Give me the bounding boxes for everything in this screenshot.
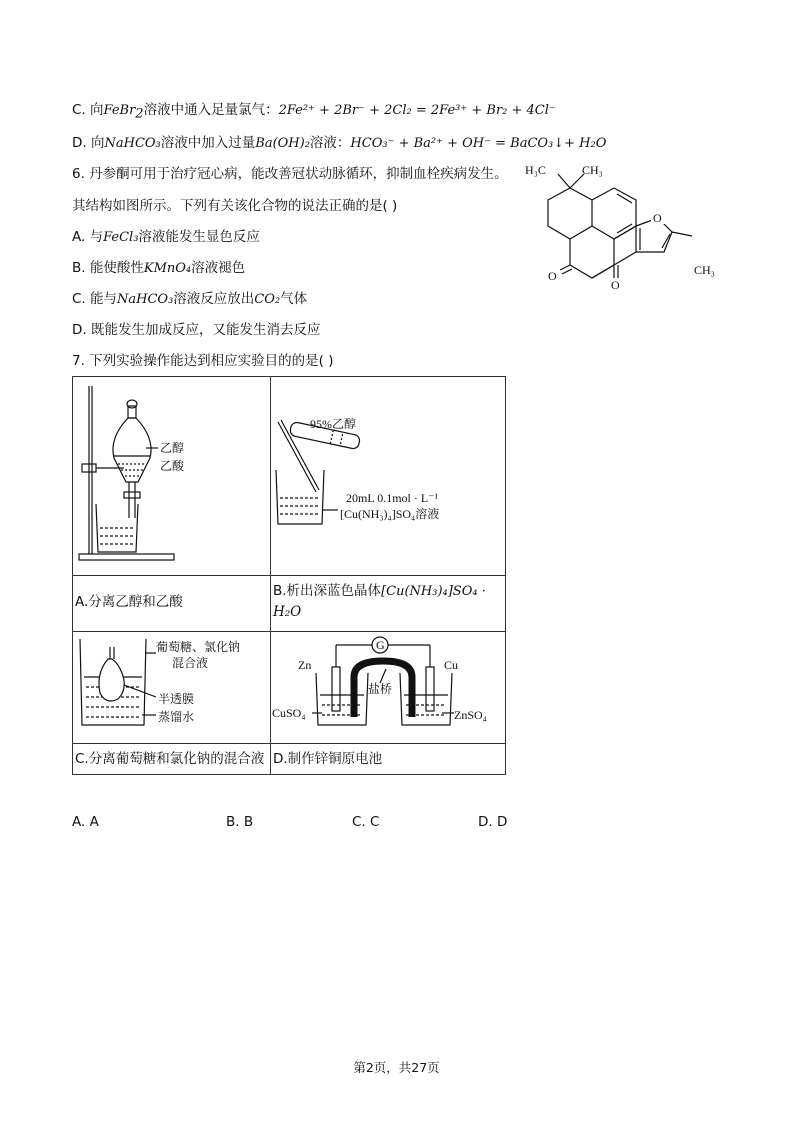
fig-c-text4: 蒸馏水 <box>158 710 195 724</box>
q6-option-d: D. 既能发生加成反应，又能发生消去反应 <box>72 322 321 338</box>
cell-a-label: A.分离乙醇和乙酸 <box>75 594 183 610</box>
cell-b-label-line2: H₂O <box>273 604 302 620</box>
q6-stem-line1: 6. 丹参酮可用于治疗冠心病，能改善冠状动脉循环，抑制血栓疾病发生。 <box>72 166 508 182</box>
znso4-label: ZnSO₄ <box>454 708 487 722</box>
answer-option-c[interactable]: C. C <box>352 814 380 830</box>
fig-a-text1: 乙醇 <box>160 441 185 455</box>
figure-dialysis <box>74 633 269 743</box>
fig-b-text1: 95%乙醇 <box>310 417 356 431</box>
ch3-top-label: CH₃ <box>582 163 603 177</box>
figure-separatory-funnel <box>74 378 269 574</box>
option-c-prev: C. 向FeBr$_2$溶液中通入足量氯气：2Fe²⁺ + 2Br⁻ + 2Cl₂ = 2Fe³⁺ + Br₂ + 4Cl⁻ <box>72 102 556 122</box>
cu-label: Cu <box>444 658 459 672</box>
carbonyl-o-bottom: O <box>611 278 620 292</box>
page-footer: 第2页，共27页 <box>353 1060 440 1075</box>
q6-option-c: C. 能与NaHCO₃溶液反应放出CO₂气体 <box>72 291 308 307</box>
answer-option-d[interactable]: D. D <box>478 814 508 830</box>
cell-d-label: D.制作锌铜原电池 <box>273 751 383 767</box>
salt-bridge-label: 盐桥 <box>368 682 393 696</box>
q6-option-b: B. 能使酸性KMnO₄溶液褪色 <box>72 260 246 276</box>
cell-b-label: B.析出深蓝色晶体[Cu(NH₃)₄]SO₄ · <box>273 583 486 599</box>
cuso4-label: CuSO₄ <box>272 706 306 720</box>
fig-a-text2: 乙酸 <box>160 459 185 473</box>
q6-stem-line2: 其结构如图所示。下列有关该化合物的说法正确的是( ) <box>72 198 398 214</box>
fig-c-text2: 混合液 <box>172 656 209 670</box>
fig-b-text3: [Cu(NH₃)₄]SO₄溶液 <box>340 507 440 521</box>
answer-option-a[interactable]: A. A <box>72 814 99 830</box>
formula: FeBr <box>103 103 136 118</box>
figure-ethanol-crystallization <box>272 378 504 574</box>
cell-c-label: C.分离葡萄糖和氯化钠的混合液 <box>75 751 265 767</box>
answer-option-b[interactable]: B. B <box>226 814 254 830</box>
q7-stem: 7. 下列实验操作能达到相应实验目的的是( ) <box>72 353 334 369</box>
fig-b-text2: 20mL 0.1mol · L⁻¹ <box>346 491 439 505</box>
furan-o-label: O <box>653 211 662 225</box>
ch3-right-label: CH₃ <box>694 263 715 277</box>
h3c-label: H₃C <box>525 163 546 177</box>
option-d-prev: D. 向NaHCO₃溶液中加入过量Ba(OH)₂溶液：HCO₃⁻ + Ba²⁺ + OH⁻ = BaCO₃↓+ H₂O <box>72 135 607 151</box>
galvanometer-label: G <box>376 638 385 652</box>
fig-c-text3: 半透膜 <box>158 692 195 706</box>
equation: 2Fe²⁺ + 2Br⁻ + 2Cl₂ = 2Fe³⁺ + Br₂ + 4Cl⁻ <box>278 103 556 118</box>
figure-galvanic-cell <box>272 633 504 743</box>
zn-label: Zn <box>298 658 312 672</box>
carbonyl-o-left: O <box>548 269 557 283</box>
equation: HCO₃⁻ + Ba²⁺ + OH⁻ = BaCO₃↓+ H₂O <box>350 136 607 151</box>
fig-c-text1: 葡萄糖、氯化钠 <box>156 640 241 654</box>
q6-option-a: A. 与FeCl₃溶液能发生显色反应 <box>72 229 260 245</box>
